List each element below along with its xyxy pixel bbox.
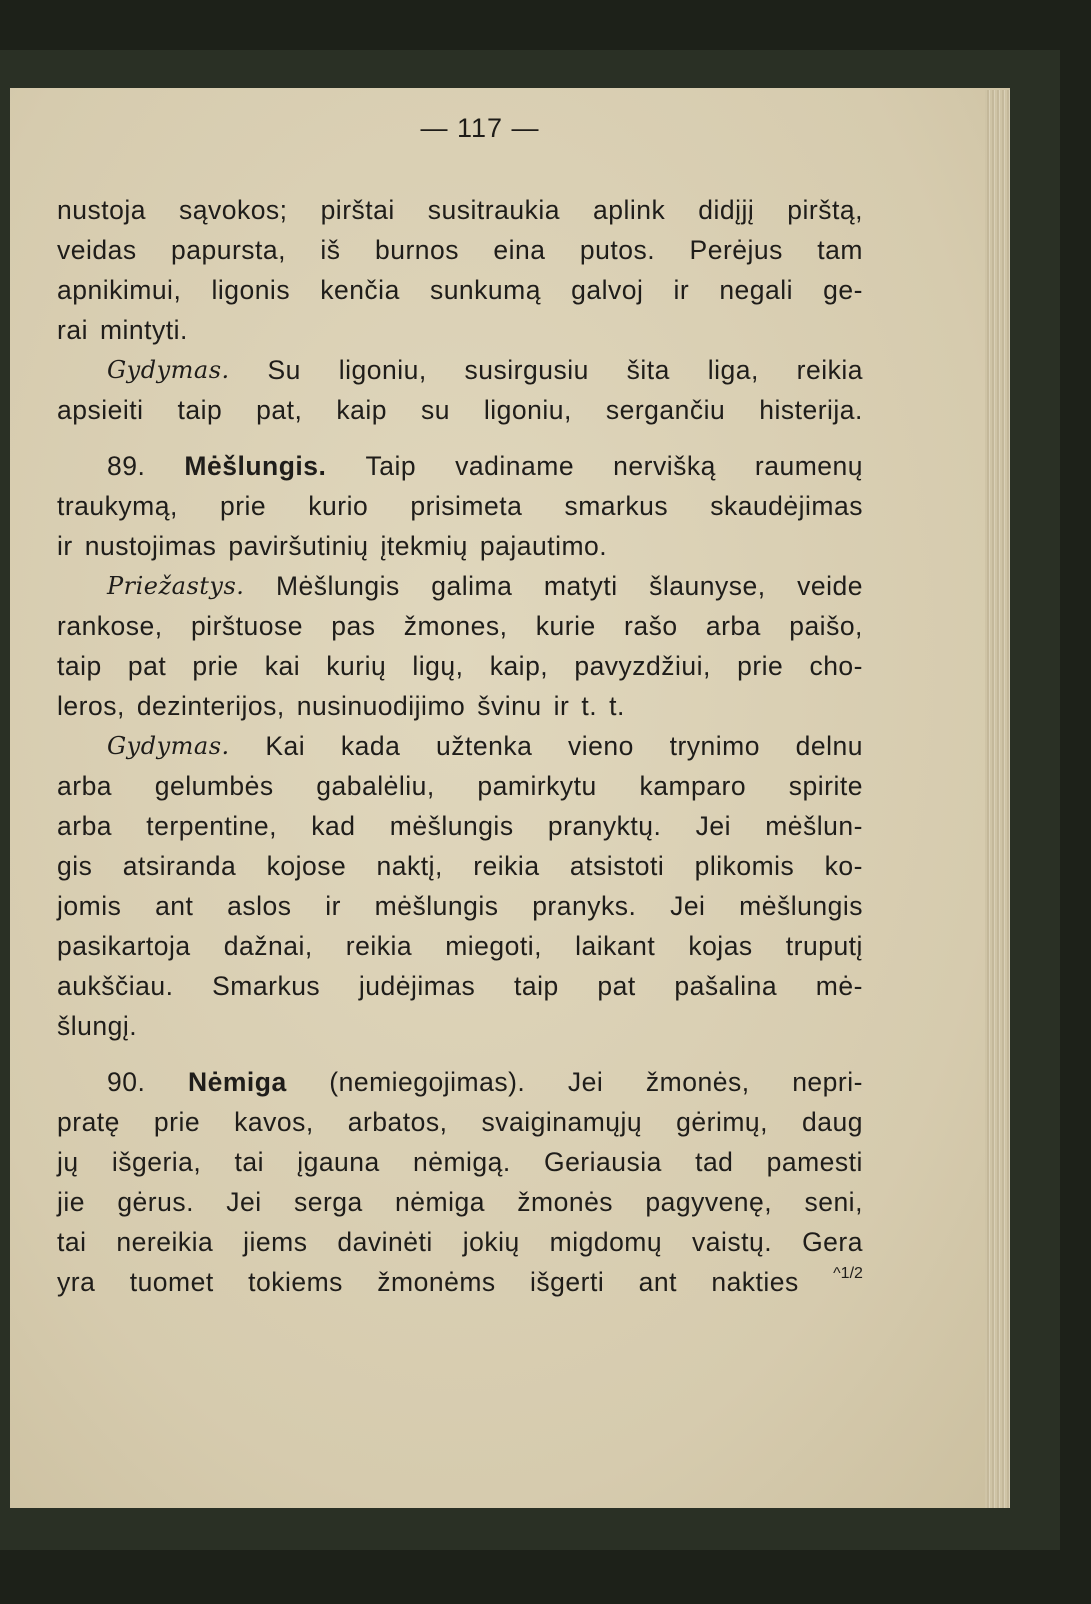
word: atsiranda xyxy=(122,851,237,881)
word: apnikimui, xyxy=(57,275,182,305)
word: šlaunyse, xyxy=(649,571,766,601)
word: nervišką xyxy=(613,451,716,481)
word: pašalina xyxy=(674,971,778,1001)
word: 90. xyxy=(107,1067,146,1097)
word: ligoniu, xyxy=(338,355,427,385)
fraction: ^1/2 xyxy=(833,1265,863,1282)
word: Smarkus xyxy=(212,971,321,1001)
word: taip xyxy=(177,395,223,425)
word: pajautimo. xyxy=(479,531,608,561)
word: pratę xyxy=(57,1107,120,1137)
word: plikomis xyxy=(694,851,795,881)
word: pagyvenę, xyxy=(645,1187,773,1217)
word: dezinterijos, xyxy=(136,691,285,721)
text-line xyxy=(57,646,863,686)
word: jokių xyxy=(462,1227,520,1257)
word: cho- xyxy=(809,651,863,681)
word: taip xyxy=(513,971,559,1001)
section-title-bold: Mėšlungis. xyxy=(184,451,327,481)
word: gelumbės xyxy=(154,771,274,801)
section-heading-italic: Priežastys. xyxy=(107,572,245,600)
word: pat, xyxy=(256,395,303,425)
word: pavyzdžiui, xyxy=(574,651,711,681)
word: reikia xyxy=(796,355,863,385)
text-line xyxy=(57,886,863,926)
word: Jei xyxy=(695,811,731,841)
word: dažnai, xyxy=(223,931,313,961)
word: pamirkytu xyxy=(477,771,597,801)
word: mė- xyxy=(815,971,863,1001)
word: rašo xyxy=(624,611,678,641)
word: pas xyxy=(331,611,376,641)
word: didįjį xyxy=(698,195,755,225)
word: ir xyxy=(57,531,73,561)
word: kavos, xyxy=(234,1107,314,1137)
word: žmonės xyxy=(517,1187,614,1217)
word: yra xyxy=(57,1267,96,1297)
word: aslos xyxy=(227,891,292,921)
word: arba xyxy=(705,611,761,641)
word: mėšlungis xyxy=(739,891,863,921)
word: ir xyxy=(673,275,690,305)
word: įgauna xyxy=(297,1147,380,1177)
word: kojas xyxy=(688,931,753,961)
word: t. xyxy=(581,691,598,721)
word: išgerti xyxy=(530,1267,605,1297)
word: veide xyxy=(797,571,863,601)
word: Jei xyxy=(670,891,706,921)
word: nakties xyxy=(711,1267,799,1297)
word: Su xyxy=(267,355,301,385)
word: terpentine, xyxy=(146,811,278,841)
word: ant xyxy=(155,891,194,921)
word: užtenka xyxy=(436,731,533,761)
word: seni, xyxy=(804,1187,863,1217)
word: nėmigą. xyxy=(412,1147,511,1177)
word: aplink xyxy=(592,195,666,225)
word: migdomų xyxy=(549,1227,663,1257)
word: nėmiga xyxy=(395,1187,485,1217)
word: žmonėms xyxy=(377,1267,496,1297)
word: nustojimas xyxy=(84,531,217,561)
word: tad xyxy=(695,1147,734,1177)
word: laikant xyxy=(575,931,656,961)
word: rankose, xyxy=(57,611,163,641)
word: susirgusiu xyxy=(464,355,589,385)
word: liga, xyxy=(707,355,759,385)
word: raumenų xyxy=(754,451,863,481)
word: arba xyxy=(57,771,113,801)
word: pirštą, xyxy=(787,195,863,225)
word: prie xyxy=(737,651,784,681)
word: su xyxy=(420,395,450,425)
word: (nemiegojimas). xyxy=(329,1067,526,1097)
text-line xyxy=(57,966,863,1006)
section-title-bold: Nėmiga xyxy=(187,1067,287,1097)
section-heading-italic: Gydymas. xyxy=(107,356,230,384)
text-line xyxy=(57,270,863,310)
text-line xyxy=(57,230,863,270)
word: arba xyxy=(57,811,113,841)
word: kojose xyxy=(266,851,347,881)
word: nusinuodijimo xyxy=(296,691,466,721)
word: prie xyxy=(219,491,267,521)
word: aukščiau. xyxy=(57,971,174,1001)
text-line xyxy=(57,766,863,806)
word: galvoj xyxy=(571,275,644,305)
word: putos. xyxy=(579,235,656,265)
word: ko- xyxy=(824,851,863,881)
text-line xyxy=(57,606,863,646)
word: jiems xyxy=(243,1227,308,1257)
word: reikia xyxy=(345,931,413,961)
body-text xyxy=(57,190,863,1302)
word: eina xyxy=(493,235,546,265)
text-line xyxy=(57,726,863,766)
word: gėrimų, xyxy=(676,1107,769,1137)
word: Geriausia xyxy=(543,1147,662,1177)
word: pirštuose xyxy=(190,611,303,641)
word: žmonės, xyxy=(645,1067,750,1097)
word: svaiginamųjų xyxy=(481,1107,643,1137)
word: įtekmių xyxy=(380,531,468,561)
word: spirite xyxy=(788,771,863,801)
word: miegoti, xyxy=(445,931,543,961)
word: apsieiti xyxy=(57,395,144,425)
word: pranyks. xyxy=(532,891,637,921)
word: pranyktų. xyxy=(547,811,662,841)
word: susitraukia xyxy=(427,195,560,225)
text-line xyxy=(57,1142,863,1182)
word: prisimeta xyxy=(410,491,523,521)
text-line xyxy=(57,806,863,846)
word: tuomet xyxy=(129,1267,214,1297)
word: serga xyxy=(293,1187,363,1217)
word: pasikartoja xyxy=(57,931,191,961)
word: traukymą, xyxy=(57,491,178,521)
word: atsistoti xyxy=(569,851,665,881)
word: histerija. xyxy=(759,395,863,425)
text-line xyxy=(57,566,863,606)
word: pat xyxy=(597,971,636,1001)
word: negali xyxy=(719,275,794,305)
text-line xyxy=(57,1062,863,1102)
word: paišo, xyxy=(789,611,863,641)
word: tai xyxy=(57,1227,87,1257)
text-line xyxy=(57,526,863,566)
text-line xyxy=(57,1262,863,1302)
word: Taip xyxy=(365,451,417,481)
word: šita xyxy=(626,355,670,385)
word: gis xyxy=(57,851,93,881)
word: vaistų. xyxy=(692,1227,773,1257)
word: kai xyxy=(264,651,301,681)
word: mėšlungis xyxy=(374,891,499,921)
word: burnos xyxy=(374,235,459,265)
word: kamparo xyxy=(639,771,747,801)
word: leros, xyxy=(57,691,125,721)
word: prie xyxy=(192,651,239,681)
word: judėjimas xyxy=(358,971,476,1001)
word: ir xyxy=(325,891,341,921)
word: naktį, xyxy=(376,851,443,881)
word: Jei xyxy=(567,1067,604,1097)
word: kada xyxy=(340,731,401,761)
word: 89. xyxy=(107,451,146,481)
word: kaip xyxy=(336,395,387,425)
word: ir xyxy=(553,691,570,721)
word: kad xyxy=(311,811,356,841)
text-line xyxy=(57,350,863,390)
text-line xyxy=(57,486,863,526)
word: trynimo xyxy=(669,731,760,761)
word: tai xyxy=(234,1147,264,1177)
word: mėšlun- xyxy=(765,811,863,841)
text-line xyxy=(57,686,863,726)
text-line xyxy=(57,1102,863,1142)
word: ligonis xyxy=(211,275,291,305)
word: t. xyxy=(609,691,625,721)
word: delnu xyxy=(795,731,863,761)
word: Mėšlungis xyxy=(275,571,400,601)
word: jomis xyxy=(57,891,122,921)
word: sunkumą xyxy=(429,275,541,305)
text-line xyxy=(57,310,863,350)
text-line xyxy=(57,846,863,886)
word: skaudėjimas xyxy=(710,491,863,521)
page-number: — 117 — xyxy=(420,113,540,143)
text-line xyxy=(57,1222,863,1262)
word: kenčia xyxy=(320,275,400,305)
word: papursta, xyxy=(171,235,287,265)
word: reikia xyxy=(473,851,540,881)
word: matyti xyxy=(543,571,618,601)
text-line xyxy=(57,190,863,230)
word: pat xyxy=(127,651,167,681)
word: ant xyxy=(638,1267,677,1297)
section-heading-italic: Gydymas. xyxy=(107,732,230,760)
word: taip xyxy=(57,651,102,681)
word: kurie xyxy=(535,611,596,641)
word: sąvokos; xyxy=(178,195,288,225)
word: kaip, xyxy=(489,651,549,681)
word: pamesti xyxy=(766,1147,863,1177)
word: daug xyxy=(802,1107,863,1137)
word: ge- xyxy=(823,275,863,305)
word: truputį xyxy=(785,931,863,961)
word: ligų, xyxy=(412,651,464,681)
word: nepri- xyxy=(792,1067,863,1097)
word: Jei xyxy=(226,1187,262,1217)
word: rai xyxy=(57,315,88,345)
word: nustoja xyxy=(57,195,146,225)
text-line xyxy=(57,1182,863,1222)
word: kurių xyxy=(326,651,387,681)
word: žmones, xyxy=(403,611,508,641)
word: jie xyxy=(57,1187,86,1217)
word: švinu xyxy=(477,691,542,721)
text-line xyxy=(57,1006,863,1046)
word: sergančiu xyxy=(605,395,726,425)
word: prie xyxy=(153,1107,201,1137)
text-line xyxy=(57,446,863,486)
page-stack-edge xyxy=(985,90,1010,1508)
word: kurio xyxy=(308,491,369,521)
word: davinėti xyxy=(337,1227,433,1257)
word: pirštai xyxy=(320,195,395,225)
word: mėšlungis xyxy=(389,811,514,841)
word: Gera xyxy=(802,1227,863,1257)
word: iš xyxy=(320,235,341,265)
word: tam xyxy=(817,235,863,265)
word: Perėjus xyxy=(689,235,783,265)
word: ligoniu, xyxy=(483,395,572,425)
word: tokiems xyxy=(248,1267,343,1297)
word: vieno xyxy=(568,731,634,761)
word: mintyti. xyxy=(99,315,188,345)
word: išgeria, xyxy=(111,1147,202,1177)
word: arbatos, xyxy=(347,1107,448,1137)
word: galima xyxy=(431,571,513,601)
word: vadiname xyxy=(455,451,575,481)
word: veidas xyxy=(57,235,137,265)
word: gėrus. xyxy=(117,1187,194,1217)
word: Kai xyxy=(265,731,306,761)
word: šlungį. xyxy=(57,1011,138,1041)
word: smarkus xyxy=(564,491,669,521)
word: jų xyxy=(57,1147,79,1177)
text-line xyxy=(57,926,863,966)
word: gabalėliu, xyxy=(316,771,435,801)
word: nereikia xyxy=(116,1227,214,1257)
word: paviršutinių xyxy=(228,531,369,561)
text-line xyxy=(57,390,863,430)
